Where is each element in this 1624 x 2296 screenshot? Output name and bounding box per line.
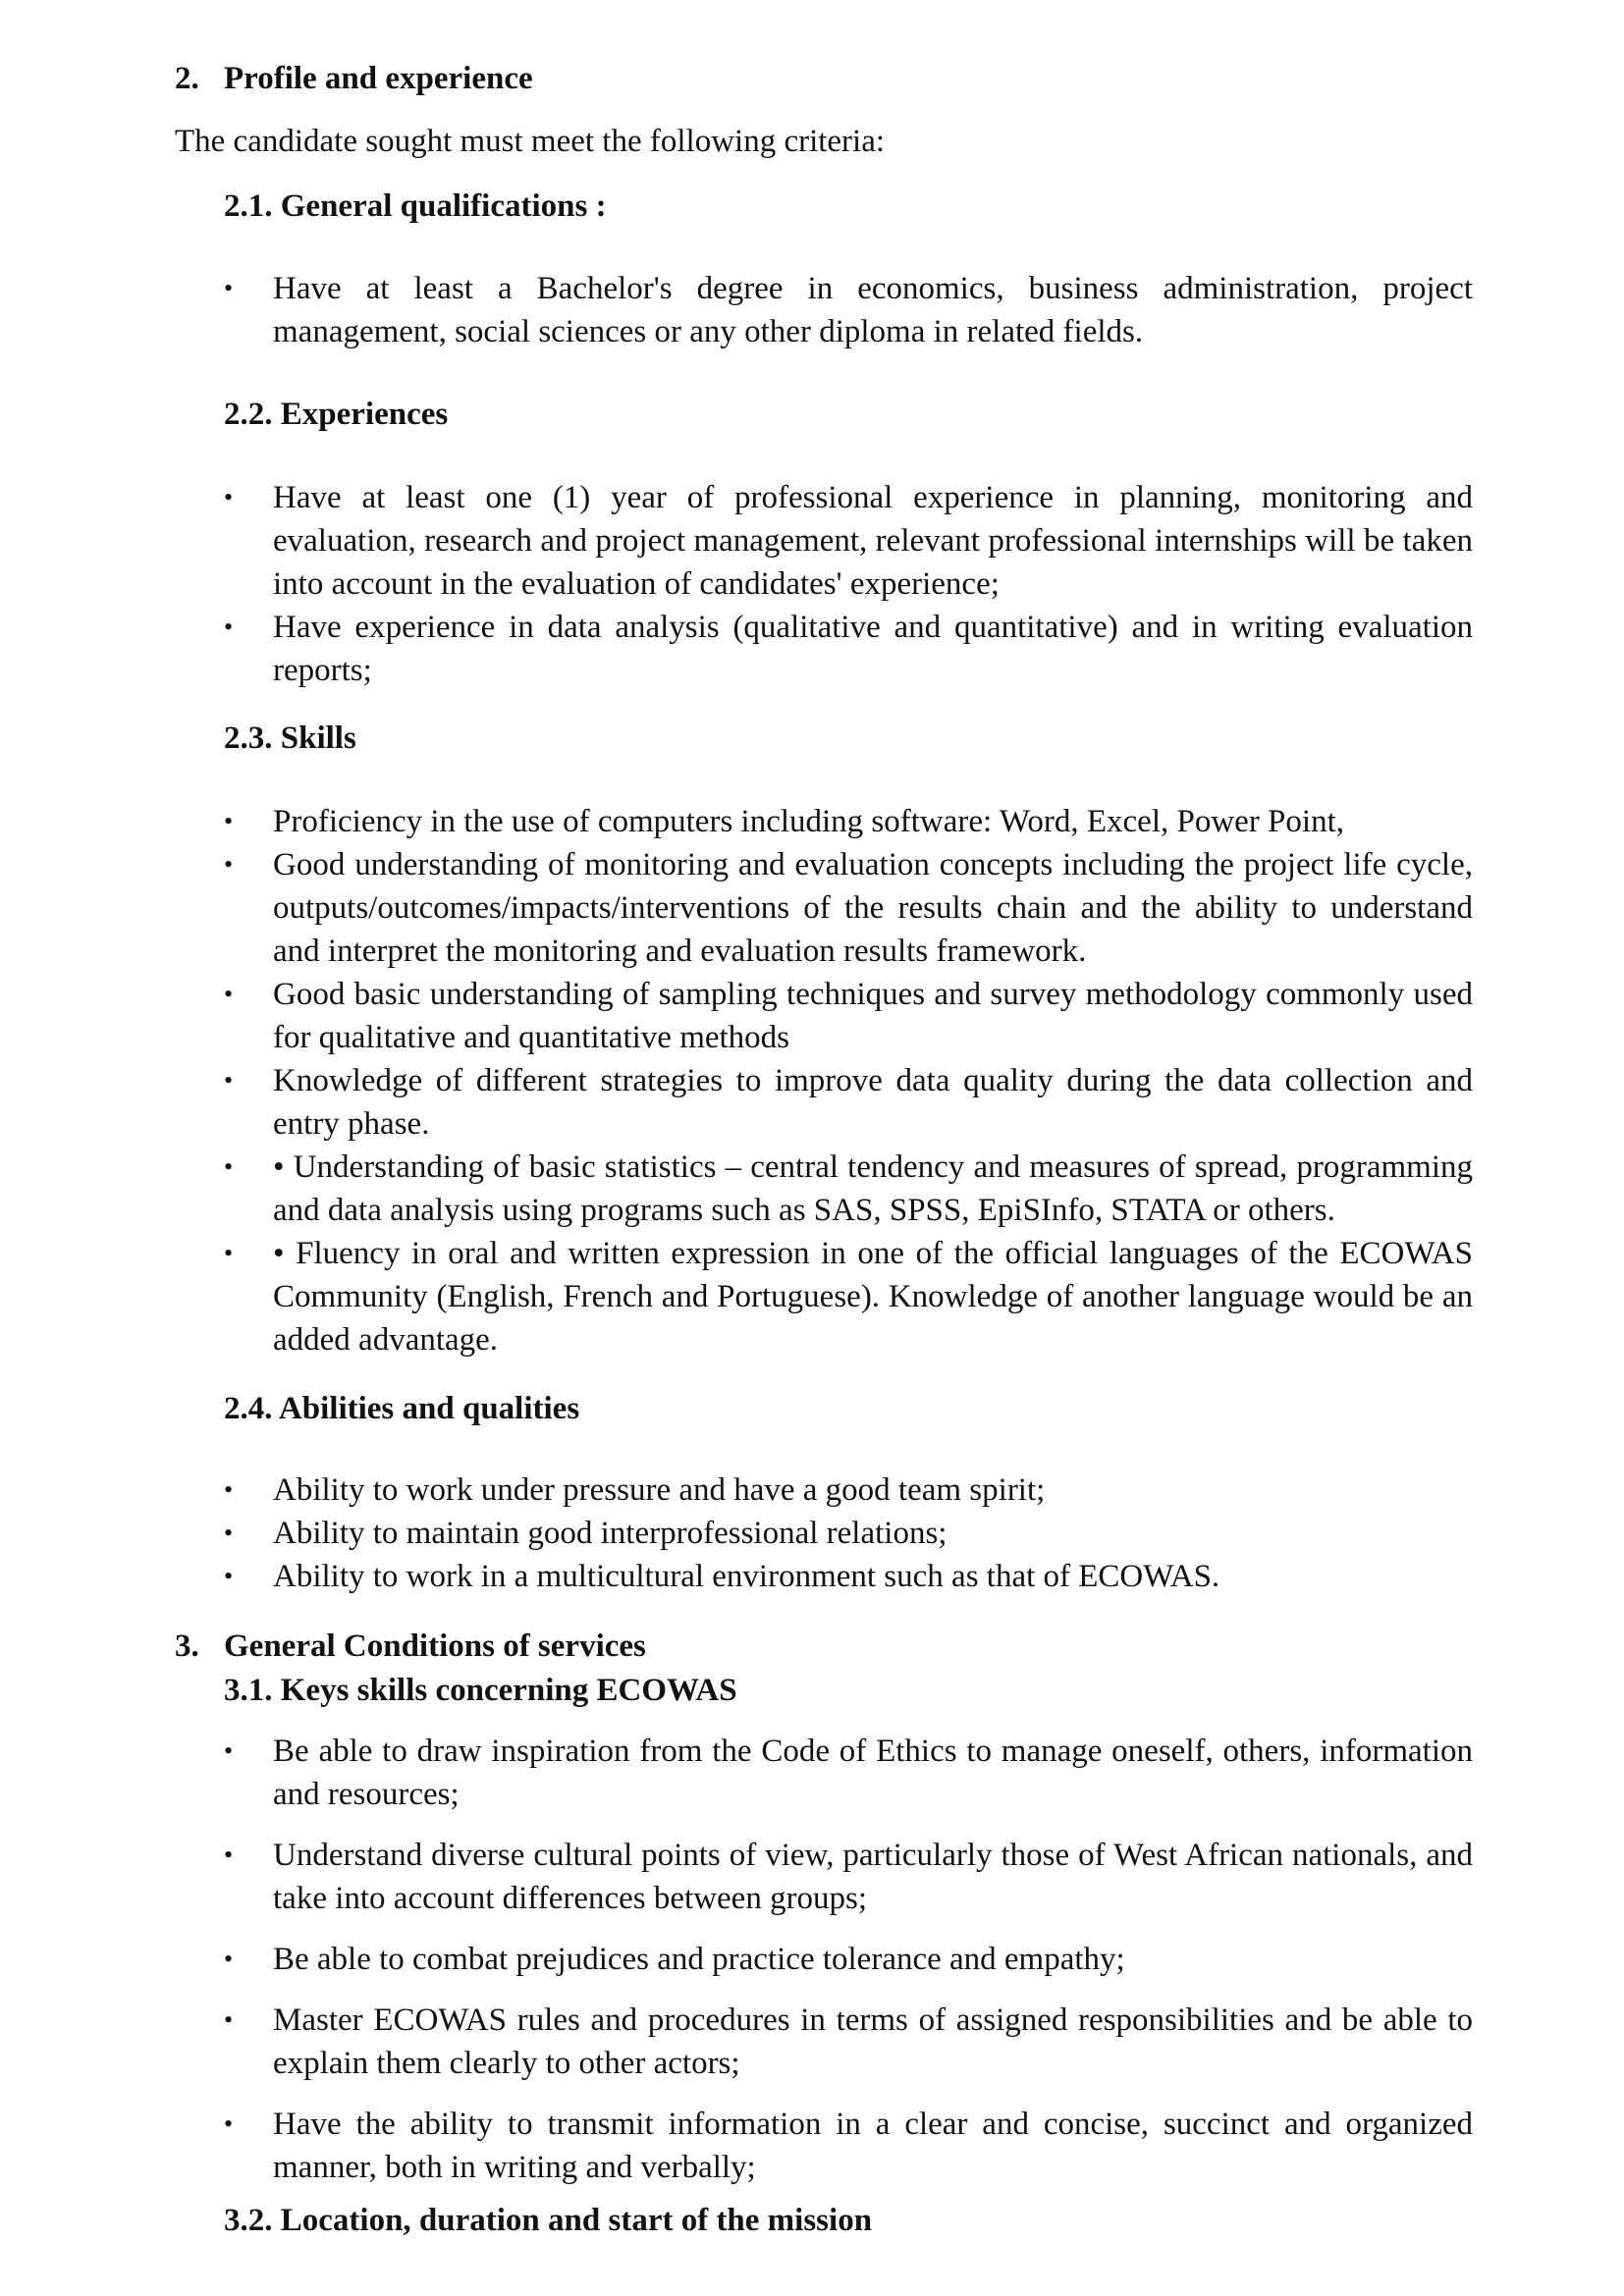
section-3-title: General Conditions of services: [224, 1629, 646, 1664]
bullet-icon: •: [224, 1841, 234, 1869]
list-item-text: Good basic understanding of sampling techniques and survey methodology commonly used for qualitative and quantitative methods: [273, 977, 1473, 1055]
list-item: [224, 1146, 1473, 1232]
bullet-icon: •: [224, 850, 234, 879]
subsection-3-2-heading: 3.2. Location, duration and start of the mission: [224, 2203, 873, 2238]
subsection-3-1-heading: 3.1. Keys skills concerning ECOWAS: [224, 1673, 737, 1708]
section-3-heading: [175, 1625, 646, 1668]
bullet-icon: •: [224, 1519, 234, 1547]
bullet-icon: •: [224, 980, 234, 1008]
subsection-2-3-heading: 2.3. Skills: [224, 721, 356, 756]
list-3-1: [224, 1730, 1473, 2207]
list-item: [224, 606, 1473, 692]
list-item: [224, 267, 1473, 353]
bullet-icon: •: [224, 274, 234, 302]
list-item-text: Proficiency in the use of computers including software: Word, Excel, Power Point,: [273, 804, 1344, 839]
list-item-text: Have experience in data analysis (qualitative and quantitative) and in writing evaluation reports;: [273, 610, 1473, 688]
list-item: [224, 1512, 1473, 1555]
subsection-2-2-heading: 2.2. Experiences: [224, 397, 449, 432]
list-item-text: Have the ability to transmit information in a clear and concise, succinct and organized manner, both in writing and verbally;: [273, 2107, 1473, 2185]
list-2-2: [224, 476, 1473, 692]
section-2-heading: [175, 57, 533, 100]
bullet-icon: •: [224, 807, 234, 835]
list-item-text: Ability to maintain good interprofessional relations;: [273, 1516, 947, 1551]
bullet-icon: •: [224, 2005, 234, 2034]
list-item-text: Understand diverse cultural points of view, particularly those of West African nationals, and take into account differences between groups;: [273, 1838, 1473, 1916]
list-item-text: Be able to draw inspiration from the Code of Ethics to manage oneself, others, information and resources;: [273, 1734, 1473, 1812]
bullet-icon: •: [224, 1239, 234, 1267]
list-item-text: Be able to combat prejudices and practice tolerance and empathy;: [273, 1942, 1125, 1977]
bullet-icon: •: [224, 613, 234, 641]
list-item: [224, 476, 1473, 606]
list-item-text: Have at least one (1) year of professional experience in planning, monitoring and evaluation, research and project management, relevant professional internships will be taken into account in the evaluation of candidates' experience;: [273, 480, 1473, 602]
list-item: [224, 1059, 1473, 1146]
list-2-4: [224, 1468, 1473, 1598]
subsection-2-4-heading: 2.4. Abilities and qualities: [224, 1391, 580, 1426]
list-item-text: Ability to work in a multicultural environment such as that of ECOWAS.: [273, 1559, 1220, 1594]
list-item: [224, 1232, 1473, 1362]
list-item-text: Good understanding of monitoring and evaluation concepts including the project life cycle, outputs/outcomes/impacts/interventions of the results chain and the ability to understand and interpret the monitoring and evaluation results framework.: [273, 847, 1473, 969]
list-item: [224, 843, 1473, 973]
section-2-intro: The candidate sought must meet the following criteria:: [175, 124, 886, 159]
list-item-text: Knowledge of different strategies to improve data quality during the data collection and entry phase.: [273, 1063, 1473, 1142]
bullet-icon: •: [224, 1152, 234, 1181]
list-item: [224, 2103, 1473, 2189]
bullet-icon: •: [224, 1945, 234, 1973]
list-item-text: • Understanding of basic statistics – central tendency and measures of spread, programming and data analysis using programs such as SAS, SPSS, EpiSInfo, STATA or others.: [273, 1149, 1473, 1228]
section-2-number: 2.: [175, 61, 199, 96]
section-2-title: Profile and experience: [224, 61, 533, 96]
list-item: [224, 1999, 1473, 2085]
list-item-text: Master ECOWAS rules and procedures in terms of assigned responsibilities and be able to explain them clearly to other actors;: [273, 2002, 1473, 2081]
bullet-icon: •: [224, 483, 234, 511]
list-2-1: [224, 267, 1473, 353]
bullet-icon: •: [224, 1562, 234, 1590]
list-item: [224, 1834, 1473, 1920]
subsection-2-1-heading: 2.1. General qualifications :: [224, 188, 607, 224]
section-3-number: 3.: [175, 1629, 199, 1664]
list-2-3: [224, 800, 1473, 1362]
list-item: [224, 1468, 1473, 1512]
list-item-text: • Fluency in oral and written expression in one of the official languages of the ECOWAS Community (English, French and Portuguese). Knowledge of another language would be an added advantage.: [273, 1236, 1473, 1358]
list-item: [224, 973, 1473, 1059]
list-item-text: Ability to work under pressure and have a good team spirit;: [273, 1472, 1046, 1508]
bullet-icon: •: [224, 1736, 234, 1765]
list-item: [224, 1555, 1473, 1598]
list-item-text: Have at least a Bachelor's degree in economics, business administration, project management, social sciences or any other diploma in related fields.: [273, 271, 1473, 349]
bullet-icon: •: [224, 1066, 234, 1095]
list-item: [224, 800, 1473, 843]
list-item: [224, 1730, 1473, 1816]
bullet-icon: •: [224, 1475, 234, 1504]
list-item: [224, 1938, 1473, 1981]
bullet-icon: •: [224, 2109, 234, 2138]
